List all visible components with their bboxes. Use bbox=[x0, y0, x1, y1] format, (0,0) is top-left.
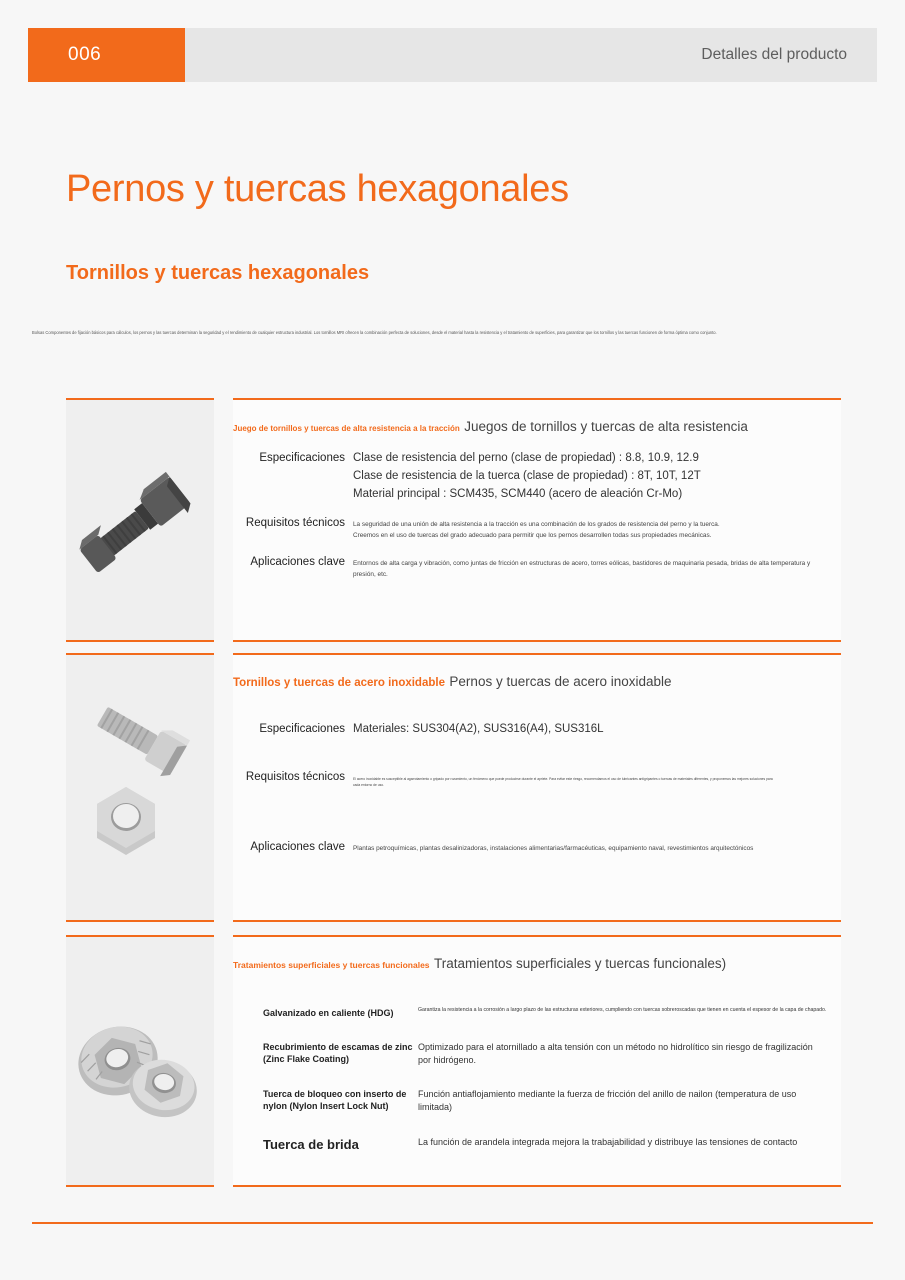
treatment-row bbox=[233, 1041, 827, 1066]
product-thumbnail bbox=[66, 653, 214, 922]
spec-line: Material principal : SCM435, SCM440 (acero de aleación Cr-Mo) bbox=[353, 487, 683, 500]
spec-row bbox=[233, 721, 827, 739]
card-heading-large: Juegos de tornillos y tuercas de alta resistencia bbox=[464, 419, 748, 434]
product-card-body bbox=[233, 398, 841, 642]
row-value bbox=[353, 759, 773, 789]
row-label: Aplicaciones clave bbox=[250, 556, 345, 569]
card-heading-small: Juego de tornillos y tuercas de alta resistencia a la tracción bbox=[233, 424, 460, 433]
treatment-description: Garantiza la resistencia a la corrosión a largo plazo de las estructuras exteriores, cumpliendo con tuercas sobreroscadas que tienen en cuenta el espesor de la capa de chapado. bbox=[418, 1007, 827, 1013]
page-subtitle: Tornillos y tuercas hexagonales bbox=[66, 262, 370, 284]
row-value bbox=[353, 721, 604, 739]
treatment-description: La función de arandela integrada mejora la trabajabilidad y distribuye las tensiones de contacto bbox=[418, 1136, 798, 1147]
page-header bbox=[28, 28, 877, 82]
card-heading bbox=[233, 673, 827, 691]
card-heading-small: Tornillos y tuercas de acero inoxidable bbox=[233, 677, 445, 689]
bolt-illustration bbox=[66, 398, 214, 642]
row-label: Especificaciones bbox=[259, 452, 345, 464]
page-title: Pernos y tuercas hexagonales bbox=[66, 168, 569, 210]
row-label: Requisitos técnicos bbox=[245, 517, 345, 530]
tech-line: El acero inoxidable es susceptible al agarrotamiento o gripado por rozamiento, un fenómeno que puede producirse durante el apriete. Para evitar este riesgo, recomendamos el uso de lubricantes antigripantes o tuercas de materiales diferentes, y proponemos las mejores soluciones para cada entorno de uso. bbox=[353, 776, 773, 787]
treatment-name: Tuerca de brida bbox=[263, 1136, 359, 1152]
bolt-and-nut-black-photo bbox=[66, 400, 214, 640]
row-label: Especificaciones bbox=[259, 723, 345, 735]
treatments-card-body bbox=[233, 935, 841, 1187]
row-value bbox=[353, 520, 720, 542]
spec-line: Materiales: SUS304(A2), SUS316(A4), SUS316L bbox=[353, 723, 604, 735]
application-line: Plantas petroquímicas, plantas desalinizadoras, instalaciones alimentarias/farmacéuticas, equipamiento naval, revestimientos arquitectónicos bbox=[353, 844, 754, 852]
application-line: Entornos de alta carga y vibración, como juntas de fricción en estructuras de acero, torres eólicas, bastidores de maquinaria pesada, bridas de alta temperatura y presión, etc. bbox=[353, 560, 811, 579]
spec-line: Clase de resistencia del perno (clase de propiedad) : 8.8, 10.9, 12.9 bbox=[353, 452, 699, 464]
treatment-row bbox=[233, 1136, 827, 1154]
section-title: Detalles del producto bbox=[701, 46, 847, 63]
treatment-row bbox=[233, 1088, 827, 1113]
tech-row bbox=[233, 759, 827, 789]
tech-row bbox=[233, 517, 827, 542]
treatment-description: Optimizado para el atornillado a alta tensión con un método no hidrolítico sin riesgo de fragilización por hidrógeno. bbox=[418, 1042, 813, 1065]
treatment-description: Función antiaflojamiento mediante la fuerza de fricción del anillo de nailon (temperatura de uso limitada) bbox=[418, 1089, 797, 1112]
treatment-name: Tuerca de bloqueo con inserto de nylon (Nylon Insert Lock Nut) bbox=[263, 1089, 407, 1112]
intro-paragraph: Bolsas Componentes de fijación básicos para cálculos, los pernos y las tuercas determinan la seguridad y el rendimiento de cualquier estructura industrial. Los tornillos MRI ofrecen la combinación perfecta de soluciones, desde el material hasta la resistencia y el tratamiento de superficies, para garantizar que los tornillos y las tuercas funcionen de forma óptima como conjunto. bbox=[32, 330, 717, 335]
card-heading-small: Tratamientos superficiales y tuercas funcionales bbox=[233, 960, 430, 970]
card-heading-large: Tratamientos superficiales y tuercas funcionales) bbox=[433, 956, 727, 971]
product-card-body bbox=[233, 653, 841, 922]
card-heading-large: Pernos y tuercas de acero inoxidable bbox=[449, 674, 672, 689]
spec-line: Clase de resistencia de la tuerca (clase de propiedad) : 8T, 10T, 12T bbox=[353, 469, 701, 482]
card-heading bbox=[233, 418, 827, 436]
spec-row bbox=[233, 450, 827, 503]
treatment-row bbox=[233, 1007, 827, 1019]
applications-row bbox=[233, 556, 827, 581]
product-card bbox=[66, 653, 841, 922]
tech-line: La seguridad de una unión de alta resistencia a la tracción es una combinación de los grados de resistencia del perno y la tuerca. bbox=[353, 521, 720, 529]
tech-line: Creemos en el uso de tuercas del grado adecuado para permitir que los pernos desarrollen todas sus propiedades mecánicas. bbox=[353, 532, 712, 540]
row-value bbox=[353, 450, 701, 503]
stainless-bolt-illustration bbox=[66, 653, 214, 922]
page-number-text: 006 bbox=[68, 44, 102, 65]
product-card bbox=[66, 398, 841, 642]
row-label: Aplicaciones clave bbox=[250, 840, 345, 853]
flange-nut-illustration bbox=[66, 935, 214, 1187]
treatment-name: Recubrimiento de escamas de zinc (Zinc Flake Coating) bbox=[263, 1042, 413, 1065]
product-thumbnail bbox=[66, 935, 214, 1187]
stainless-bolt-and-nut-photo bbox=[66, 655, 214, 920]
footer-divider bbox=[32, 1222, 873, 1224]
row-value bbox=[353, 844, 753, 855]
row-value bbox=[353, 559, 827, 581]
product-thumbnail bbox=[66, 398, 214, 642]
row-label: Requisitos técnicos bbox=[245, 770, 345, 783]
card-heading bbox=[233, 955, 827, 973]
flange-nuts-photo bbox=[66, 937, 214, 1185]
treatment-name: Galvanizado en caliente (HDG) bbox=[263, 1008, 394, 1018]
page-number-badge bbox=[28, 28, 185, 82]
treatments-card bbox=[66, 935, 841, 1187]
applications-row bbox=[233, 841, 827, 855]
